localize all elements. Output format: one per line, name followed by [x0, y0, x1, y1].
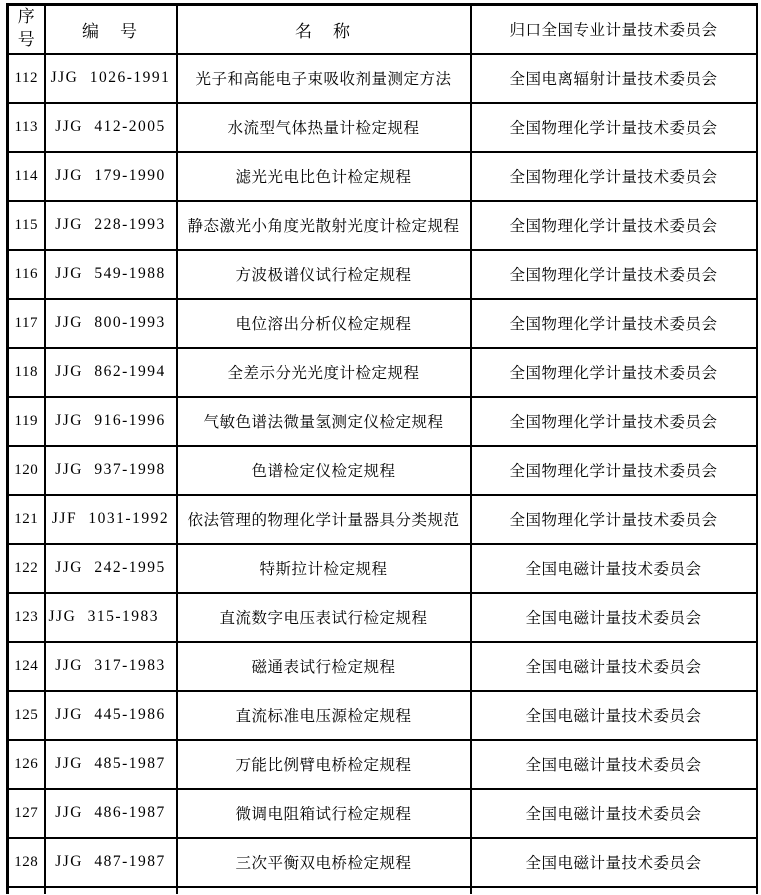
row-serial-number: 125	[8, 691, 45, 740]
table-body	[8, 54, 757, 894]
table-row	[8, 348, 757, 397]
table-row	[8, 152, 757, 201]
row-standard-name: 万能比例臂电桥检定规程	[177, 740, 471, 789]
row-committee: 全国物理化学计量技术委员会	[471, 397, 757, 446]
row-serial-number: 127	[8, 789, 45, 838]
row-standard-name: 磁通表试行检定规程	[177, 642, 471, 691]
row-committee: 全国电磁计量技术委员会	[471, 838, 757, 887]
row-committee: 全国物理化学计量技术委员会	[471, 446, 757, 495]
row-standard-name: 直流标准电压源检定规程	[177, 691, 471, 740]
table-row	[8, 397, 757, 446]
partial-next-row	[8, 887, 757, 894]
row-serial-number: 114	[8, 152, 45, 201]
row-standard-code: JJG 549-1988	[45, 250, 177, 299]
header-row	[8, 5, 757, 54]
row-standard-name: 色谱检定仪检定规程	[177, 446, 471, 495]
row-serial-number: 121	[8, 495, 45, 544]
table-row	[8, 299, 757, 348]
row-committee: 全国物理化学计量技术委员会	[471, 152, 757, 201]
table-row	[8, 740, 757, 789]
row-standard-code: JJG 937-1998	[45, 446, 177, 495]
row-committee: 全国电磁计量技术委员会	[471, 691, 757, 740]
table-row	[8, 201, 757, 250]
row-serial-number: 119	[8, 397, 45, 446]
row-serial-number: 128	[8, 838, 45, 887]
row-standard-code: JJG 862-1994	[45, 348, 177, 397]
table-row	[8, 593, 757, 642]
row-serial-number: 112	[8, 54, 45, 103]
row-committee: 全国电磁计量技术委员会	[471, 740, 757, 789]
table-row	[8, 691, 757, 740]
row-standard-name: 特斯拉计检定规程	[177, 544, 471, 593]
row-standard-name: 滤光光电比色计检定规程	[177, 152, 471, 201]
table-row	[8, 446, 757, 495]
row-standard-name: 光子和高能电子束吸收剂量测定方法	[177, 54, 471, 103]
row-standard-code: JJG 487-1987	[45, 838, 177, 887]
row-standard-name: 全差示分光光度计检定规程	[177, 348, 471, 397]
row-standard-code: JJG 800-1993	[45, 299, 177, 348]
row-standard-code: JJG 317-1983	[45, 642, 177, 691]
row-standard-name: 气敏色谱法微量氢测定仪检定规程	[177, 397, 471, 446]
row-committee: 全国电磁计量技术委员会	[471, 789, 757, 838]
row-standard-code: JJF 1031-1992	[45, 495, 177, 544]
row-standard-code: JJG 228-1993	[45, 201, 177, 250]
table-row	[8, 103, 757, 152]
table-row	[8, 789, 757, 838]
row-standard-name: 水流型气体热量计检定规程	[177, 103, 471, 152]
row-serial-number: 118	[8, 348, 45, 397]
table-row	[8, 838, 757, 887]
col-header-code: 编 号	[45, 5, 177, 54]
row-committee: 全国物理化学计量技术委员会	[471, 495, 757, 544]
row-serial-number: 120	[8, 446, 45, 495]
row-standard-name: 电位溶出分析仪检定规程	[177, 299, 471, 348]
row-standard-name: 方波极谱仪试行检定规程	[177, 250, 471, 299]
row-committee: 全国电磁计量技术委员会	[471, 593, 757, 642]
col-header-no	[8, 5, 45, 54]
row-serial-number: 126	[8, 740, 45, 789]
row-standard-name: 直流数字电压表试行检定规程	[177, 593, 471, 642]
table-row	[8, 642, 757, 691]
row-committee: 全国物理化学计量技术委员会	[471, 250, 757, 299]
col-header-name: 名 称	[177, 5, 471, 54]
row-standard-code: JJG 916-1996	[45, 397, 177, 446]
partial-cell	[471, 887, 757, 894]
table-row	[8, 495, 757, 544]
row-serial-number: 116	[8, 250, 45, 299]
row-serial-number: 117	[8, 299, 45, 348]
partial-cell	[177, 887, 471, 894]
row-committee: 全国物理化学计量技术委员会	[471, 299, 757, 348]
row-standard-code: JJG 412-2005	[45, 103, 177, 152]
row-standard-code: JJG 486-1987	[45, 789, 177, 838]
col-header-no-label: 序号	[17, 7, 35, 50]
row-standard-code: JJG 179-1990	[45, 152, 177, 201]
row-standard-code: JJG 315-1983	[45, 593, 177, 642]
row-serial-number: 122	[8, 544, 45, 593]
partial-cell	[45, 887, 177, 894]
table-row	[8, 250, 757, 299]
table-row	[8, 544, 757, 593]
row-serial-number: 115	[8, 201, 45, 250]
row-standard-name: 微调电阻箱试行检定规程	[177, 789, 471, 838]
row-serial-number: 113	[8, 103, 45, 152]
row-committee: 全国物理化学计量技术委员会	[471, 103, 757, 152]
row-serial-number: 124	[8, 642, 45, 691]
row-serial-number: 123	[8, 593, 45, 642]
row-committee: 全国电离辐射计量技术委员会	[471, 54, 757, 103]
row-committee: 全国物理化学计量技术委员会	[471, 201, 757, 250]
standards-table	[6, 3, 758, 894]
row-standard-code: JJG 445-1986	[45, 691, 177, 740]
row-standard-code: JJG 485-1987	[45, 740, 177, 789]
table-row	[8, 54, 757, 103]
partial-cell	[8, 887, 45, 894]
table-header	[8, 5, 757, 54]
row-committee: 全国电磁计量技术委员会	[471, 642, 757, 691]
row-committee: 全国电磁计量技术委员会	[471, 544, 757, 593]
row-standard-name: 三次平衡双电桥检定规程	[177, 838, 471, 887]
row-standard-code: JJG 242-1995	[45, 544, 177, 593]
row-committee: 全国物理化学计量技术委员会	[471, 348, 757, 397]
row-standard-code: JJG 1026-1991	[45, 54, 177, 103]
col-header-committee: 归口全国专业计量技术委员会	[471, 5, 757, 54]
row-standard-name: 静态激光小角度光散射光度计检定规程	[177, 201, 471, 250]
row-standard-name: 依法管理的物理化学计量器具分类规范	[177, 495, 471, 544]
